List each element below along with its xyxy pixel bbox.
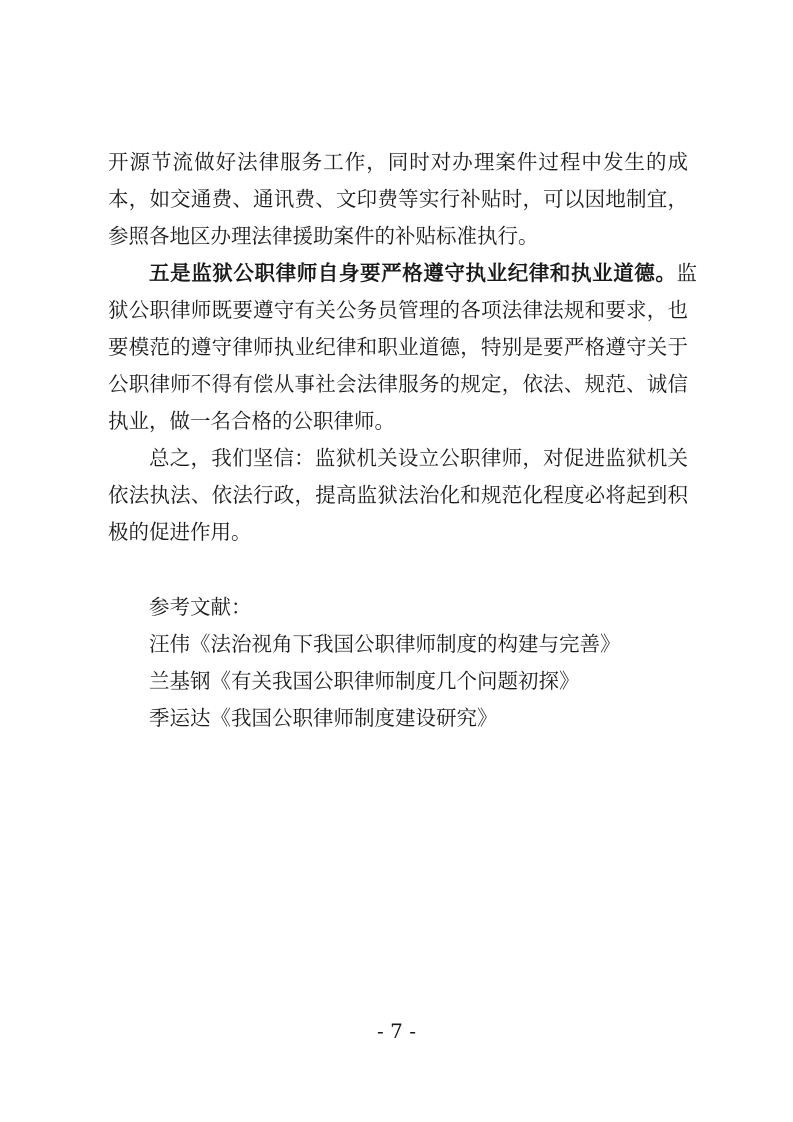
references-heading: 参考文献：	[149, 595, 252, 619]
paragraph-1-line-1: 开源节流做好法律服务工作，同时对办理案件过程中发生的成	[108, 150, 688, 174]
paragraph-2-line-5: 执业，做一名合格的公职律师。	[108, 409, 395, 433]
paragraph-2-lead: 五是监狱公职律师自身要严格遵守执业纪律和执业道德。	[149, 261, 677, 285]
paragraph-3-line-2: 依法执法、依法行政，提高监狱法治化和规范化程度必将起到积	[108, 483, 688, 507]
paragraph-2-line-1	[149, 259, 697, 287]
paragraph-1-line-2: 本，如交通费、通讯费、文印费等实行补贴时，可以因地制宜，	[108, 187, 688, 211]
page-number: - 7 -	[377, 1019, 416, 1043]
reference-item-1: 汪伟《法治视角下我国公职律师制度的构建与完善》	[149, 632, 621, 656]
paragraph-1-line-3: 参照各地区办理法律援助案件的补贴标准执行。	[108, 224, 539, 248]
paragraph-3-line-1: 总之，我们坚信：监狱机关设立公职律师，对促进监狱机关	[149, 446, 688, 470]
paragraph-2-line-4: 公职律师不得有偿从事社会法律服务的规定，依法、规范、诚信	[108, 372, 688, 396]
paragraph-2-lead-tail: 监	[676, 261, 697, 285]
reference-item-2: 兰基钢《有关我国公职律师制度几个问题初探》	[149, 669, 580, 693]
reference-item-3: 季运达《我国公职律师制度建设研究》	[149, 706, 498, 730]
paragraph-2-line-2: 狱公职律师既要遵守有关公务员管理的各项法律法规和要求，也	[108, 298, 688, 322]
paragraph-3-line-3: 极的促进作用。	[108, 520, 252, 544]
paragraph-2-line-3: 要模范的遵守律师执业纪律和职业道德，特别是要严格遵守关于	[108, 335, 688, 359]
